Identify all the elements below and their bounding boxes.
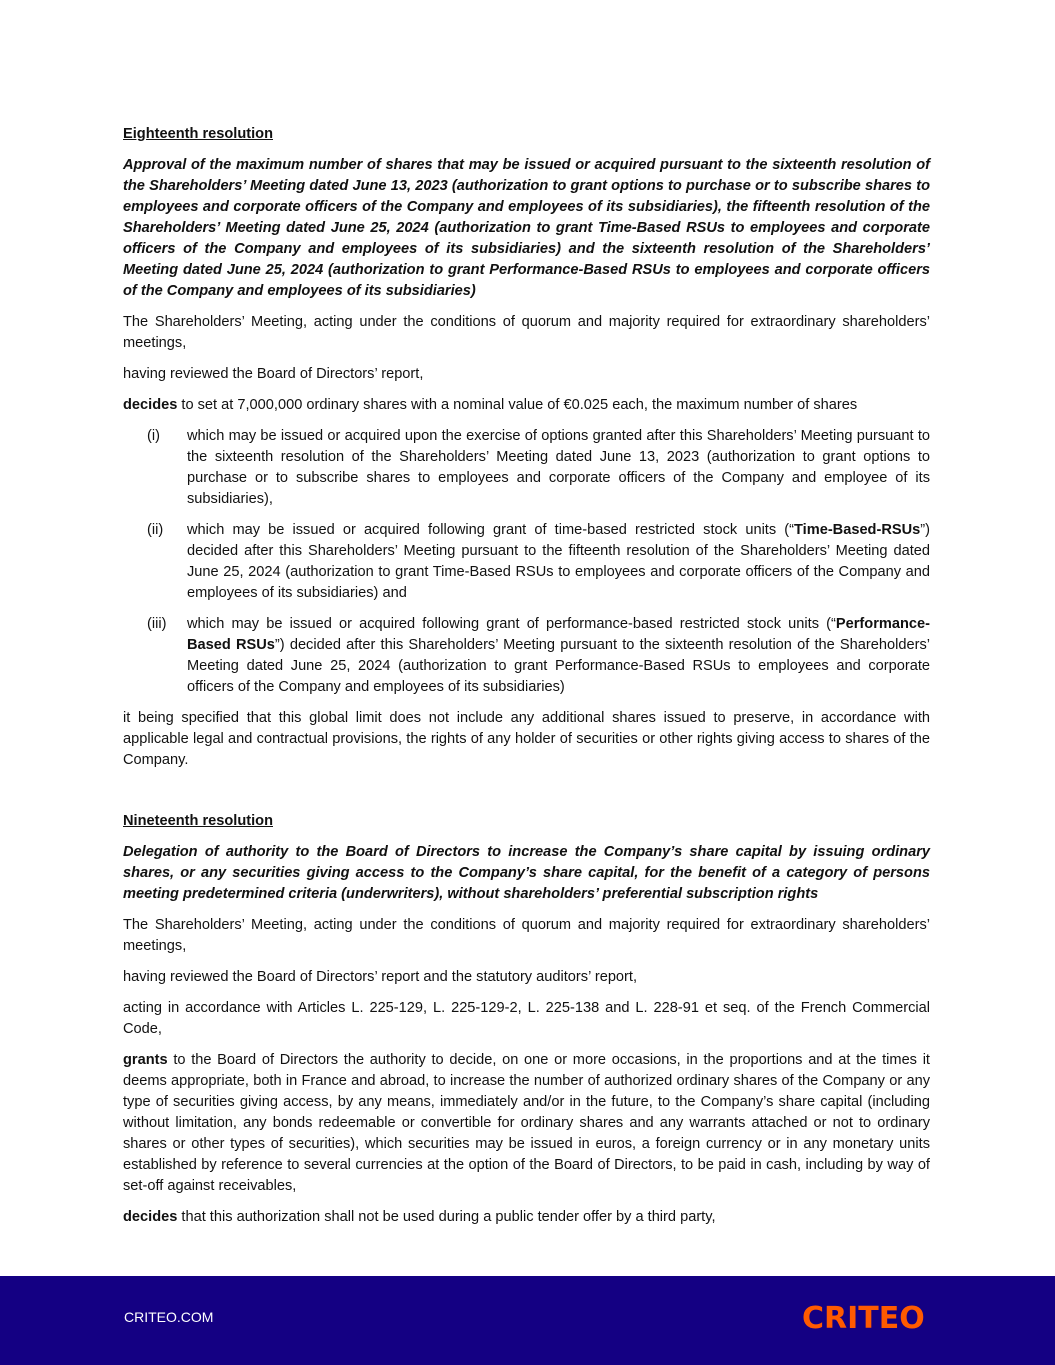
- text: ”) decided after this Shareholders’ Meeting pursuant to the fifteenth resolution of the Shareholders’ Meeting dated June 25, 2024 (authorization to grant Time-Based RSUs to employees and corporate officers of the Company and employees of its subsidiaries) and: [187, 522, 930, 601]
- section-heading: Nineteenth resolution: [123, 813, 273, 829]
- list-number: (ii): [147, 522, 164, 538]
- paragraph: acting in accordance with Articles L. 225-129, L. 225-129-2, L. 225-138 and L. 228-91 et seq. of the French Commercial Code,: [123, 1000, 930, 1037]
- list-number: (iii): [147, 616, 167, 632]
- bold-term: decides: [123, 397, 178, 413]
- resolution-title: Approval of the maximum number of shares that may be issued or acquired pursuant to the sixteenth resolution of the Shareholders’ Meeting dated June 13, 2023 (authorization to grant options to purchase or to subscribe shares to employees and corporate officers of the Company and employees of its subsidiaries), the fifteenth resolution of the Shareholders’ Meeting dated June 25, 2024 (authorization to grant Time-Based RSUs to employees and corporate officers of the Company and employees of its subsidiaries) and the sixteenth resolution of the Shareholders’ Meeting dated June 25, 2024 (authorization to grant Performance-Based RSUs to employees and corporate officers of the Company and employees of its subsidiaries): [123, 157, 930, 299]
- bold-term: grants: [123, 1052, 168, 1068]
- text: that this authorization shall not be used during a public tender offer by a third party,: [177, 1209, 716, 1225]
- paragraph: having reviewed the Board of Directors’ report and the statutory auditors’ report,: [123, 969, 638, 985]
- document-body: [123, 124, 930, 1238]
- paragraph: The Shareholders’ Meeting, acting under the conditions of quorum and majority required for extraordinary shareholders’ meetings,: [123, 314, 930, 351]
- resolution-title: Delegation of authority to the Board of Directors to increase the Company’s share capital by issuing ordinary shares, or any securities giving access to the Company’s share capital, for the benefit of a category of persons meeting predetermined criteria (underwriters), without shareholders’ preferential subscription rights: [123, 844, 930, 902]
- bold-term: Performance-Based RSUs: [187, 616, 930, 653]
- text: ”) decided after this Shareholders’ Meeting pursuant to the sixteenth resolution of the Shareholders’ Meeting dated June 25, 2024 (authorization to grant Performance-Based RSUs to employees and corporate officers of the Company and employees of its subsidiaries): [187, 637, 930, 695]
- paragraph: [123, 1207, 930, 1228]
- list-item: [123, 614, 930, 698]
- criteo-logo: CRITEO: [802, 1301, 925, 1336]
- paragraph: [123, 395, 930, 416]
- text: to set at 7,000,000 ordinary shares with a nominal value of €0.025 each, the maximum number of shares: [177, 397, 858, 413]
- text: which may be issued or acquired following grant of performance-based restricted stock units (“: [187, 616, 836, 632]
- footer-website: CRITEO.COM: [124, 1309, 214, 1325]
- list-item: [123, 520, 930, 604]
- list-number: (i): [147, 428, 160, 444]
- text: which may be issued or acquired following grant of time-based restricted stock units (“: [187, 522, 795, 538]
- paragraph: it being specified that this global limit does not include any additional shares issued to preserve, in accordance with applicable legal and contractual provisions, the rights of any holder of securities or other rights giving access to shares of the Company.: [123, 710, 930, 768]
- paragraph: [123, 1050, 930, 1197]
- page-footer: [0, 1276, 1055, 1365]
- list-text: [187, 520, 930, 604]
- bold-term: Time-Based-RSUs: [794, 522, 921, 538]
- list-text: which may be issued or acquired upon the exercise of options granted after this Shareholders’ Meeting pursuant to the sixteenth resolution of the Shareholders’ Meeting dated June 13, 2023 (authorization to grant options to purchase or to subscribe shares to employees and corporate officers of the Company and employee of its subsidiaries),: [187, 428, 930, 507]
- paragraph: having reviewed the Board of Directors’ report,: [123, 366, 424, 382]
- text: to the Board of Directors the authority to decide, on one or more occasions, in the proportions and at the times it deems appropriate, both in France and abroad, to increase the number of authorized ordinary shares of the Company or any type of securities giving access, by any means, immediately and/or in the future, to the Company’s share capital (including without limitation, any bonds redeemable or convertible for ordinary shares and any warrants attached or not to ordinary shares or other types of securities), which securities may be issued in euros, a foreign currency or in any monetary units established by reference to several currencies at the option of the Board of Directors, to be paid in cash, including by way of set-off against receivables,: [123, 1052, 930, 1194]
- section-heading: Eighteenth resolution: [123, 126, 273, 142]
- bold-term: decides: [123, 1209, 178, 1225]
- list-text: [187, 614, 930, 698]
- paragraph: The Shareholders’ Meeting, acting under the conditions of quorum and majority required for extraordinary shareholders’ meetings,: [123, 917, 930, 954]
- list-item: [123, 426, 930, 510]
